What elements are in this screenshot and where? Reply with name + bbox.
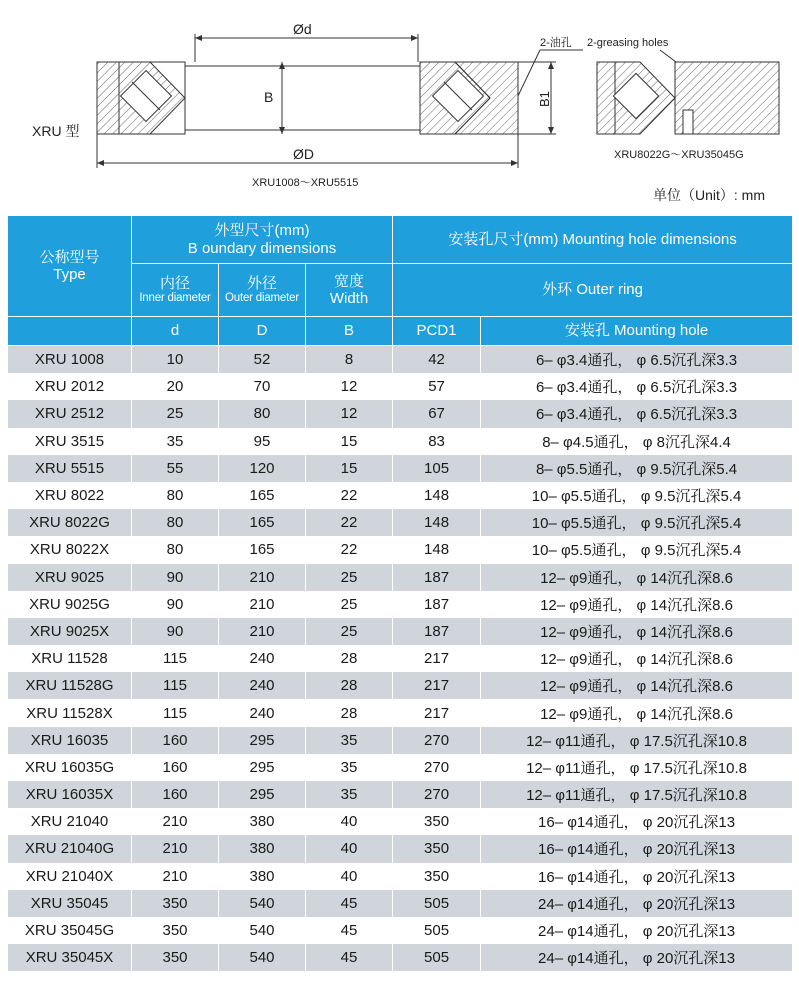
spec-table [7,215,793,971]
cell-d: 70 [219,373,306,400]
cell-type: XRU 5515 [8,455,132,482]
cell-d: 160 [132,727,219,754]
cell-pcd1: 350 [393,863,481,890]
cell-d: 240 [219,672,306,699]
cell-type: XRU 3515 [8,428,132,455]
cell-pcd1: 42 [393,346,481,374]
cell-hole: 12– φ11通孔， φ 17.5沉孔深10.8 [481,727,793,754]
table-row [8,373,793,400]
cell-d: 115 [132,645,219,672]
cell-pcd1: 105 [393,455,481,482]
cell-b: 35 [306,781,393,808]
cell-d: 165 [219,509,306,536]
table-row [8,564,793,591]
cell-d: 295 [219,727,306,754]
cell-b: 25 [306,564,393,591]
cell-d: 295 [219,754,306,781]
cell-b: 35 [306,754,393,781]
table-row [8,509,793,536]
table-row [8,536,793,563]
cell-pcd1: 57 [393,373,481,400]
cell-type: XRU 8022 [8,482,132,509]
cell-type: XRU 21040X [8,863,132,890]
cell-hole: 10– φ5.5通孔， φ 9.5沉孔深5.4 [481,482,793,509]
cell-d: 380 [219,863,306,890]
cell-hole: 6– φ3.4通孔， φ 6.5沉孔深3.3 [481,373,793,400]
cell-pcd1: 217 [393,645,481,672]
cell-type: XRU 8022X [8,536,132,563]
cell-pcd1: 270 [393,727,481,754]
inner-en: Inner diameter [139,292,211,305]
cell-d: 160 [132,754,219,781]
label-bore-d: Ød [293,21,312,37]
width-header [306,264,393,317]
cell-b: 45 [306,890,393,917]
cell-type: XRU 16035G [8,754,132,781]
cell-hole: 6– φ3.4通孔， φ 6.5沉孔深3.3 [481,400,793,427]
boundary-header-cn: 外型尺寸(mm) [214,222,310,240]
unit-label: 单位（Unit）: mm [653,187,765,203]
cell-d: 80 [132,482,219,509]
cell-b: 15 [306,428,393,455]
outer-diameter-header [219,264,306,317]
cell-b: 28 [306,672,393,699]
cell-type: XRU 35045X [8,944,132,971]
cell-pcd1: 187 [393,591,481,618]
table-row [8,808,793,835]
cell-d: 20 [132,373,219,400]
table-row [8,863,793,890]
cell-d: 55 [132,455,219,482]
type-header [8,216,132,317]
cell-b: 28 [306,699,393,726]
cell-d: 52 [219,346,306,374]
cell-d: 35 [132,428,219,455]
cell-b: 40 [306,835,393,862]
cell-hole: 8– φ4.5通孔， φ 8沉孔深4.4 [481,428,793,455]
cell-pcd1: 505 [393,944,481,971]
cell-hole: 16– φ14通孔， φ 20沉孔深13 [481,863,793,890]
table-row [8,482,793,509]
cell-pcd1: 148 [393,482,481,509]
cell-b: 40 [306,808,393,835]
cell-d: 160 [132,781,219,808]
cell-pcd1: 187 [393,618,481,645]
table-row [8,645,793,672]
cell-b: 12 [306,400,393,427]
inner-diameter-header [132,264,219,317]
cell-b: 22 [306,509,393,536]
width-cn: 宽度 [334,272,365,290]
cell-type: XRU 1008 [8,346,132,374]
cell-d: 540 [219,890,306,917]
cell-pcd1: 270 [393,781,481,808]
cell-pcd1: 505 [393,917,481,944]
cell-hole: 16– φ14通孔， φ 20沉孔深13 [481,808,793,835]
cell-hole: 12– φ9通孔， φ 14沉孔深8.6 [481,672,793,699]
table-row [8,754,793,781]
type-header-en: Type [53,266,86,283]
cell-d: 120 [219,455,306,482]
table-row [8,428,793,455]
cell-d: 95 [219,428,306,455]
table-row [8,455,793,482]
cell-d: 210 [132,863,219,890]
cell-d: 240 [219,645,306,672]
cell-d: 210 [132,835,219,862]
table-row [8,699,793,726]
inner-cn: 内径 [159,274,190,292]
cell-d: 210 [219,618,306,645]
cell-b: 28 [306,645,393,672]
symbol-D: D [219,317,306,346]
cell-type: XRU 16035 [8,727,132,754]
cell-pcd1: 217 [393,672,481,699]
mounting-hole-header: 安装孔 Mounting hole [481,317,793,346]
cell-pcd1: 505 [393,890,481,917]
range-main: XRU1008～XRU5515 [252,177,359,189]
cell-b: 22 [306,482,393,509]
cell-d: 115 [132,699,219,726]
cell-b: 35 [306,727,393,754]
cell-d: 80 [219,400,306,427]
cell-d: 240 [219,699,306,726]
oil-hole-note: 2-油孔 [540,37,572,49]
width-en: Width [329,290,369,307]
cell-type: XRU 9025X [8,618,132,645]
symbol-d: d [132,317,219,346]
cell-b: 8 [306,346,393,374]
cell-pcd1: 148 [393,536,481,563]
cell-pcd1: 270 [393,754,481,781]
cell-hole: 24– φ14通孔， φ 20沉孔深13 [481,917,793,944]
range-side: XRU8022G～XRU35045G [614,149,744,161]
cell-type: XRU 21040 [8,808,132,835]
cell-d: 210 [219,564,306,591]
cell-type: XRU 8022G [8,509,132,536]
cell-b: 15 [306,455,393,482]
cell-d: 165 [219,536,306,563]
cell-d: 350 [132,890,219,917]
cell-b: 12 [306,373,393,400]
table-row [8,781,793,808]
label-width-B: B [264,89,274,105]
cell-hole: 12– φ9通孔， φ 14沉孔深8.6 [481,618,793,645]
cell-hole: 12– φ11通孔， φ 17.5沉孔深10.8 [481,781,793,808]
cell-hole: 12– φ9通孔， φ 14沉孔深8.6 [481,699,793,726]
cell-pcd1: 67 [393,400,481,427]
table-row [8,400,793,427]
cell-type: XRU 35045 [8,890,132,917]
type-symbol-cell [8,317,132,346]
boundary-header-en: B oundary dimensions [187,239,337,257]
cell-pcd1: 350 [393,808,481,835]
cell-d: 295 [219,781,306,808]
cell-hole: 24– φ14通孔， φ 20沉孔深13 [481,944,793,971]
label-outer-D: ØD [293,146,314,162]
cell-hole: 12– φ9通孔， φ 14沉孔深8.6 [481,645,793,672]
cell-b: 25 [306,618,393,645]
table-row [8,835,793,862]
outer-ring-header: 外环 Outer ring [393,264,793,317]
label-model: XRU 型 [32,123,80,139]
cell-hole: 24– φ14通孔， φ 20沉孔深13 [481,890,793,917]
cell-hole: 8– φ5.5通孔， φ 9.5沉孔深5.4 [481,455,793,482]
cell-d: 210 [219,591,306,618]
cell-hole: 16– φ14通孔， φ 20沉孔深13 [481,835,793,862]
mounting-header: 安装孔尺寸(mm) Mounting hole dimensions [393,216,793,264]
cell-d: 380 [219,835,306,862]
cell-pcd1: 217 [393,699,481,726]
type-header-cn: 公称型号 [39,248,100,266]
outer-en: Outer diameter [225,292,299,305]
cell-d: 90 [132,591,219,618]
table-row [8,944,793,971]
cell-d: 380 [219,808,306,835]
table-row [8,672,793,699]
cell-d: 90 [132,618,219,645]
table-row [8,890,793,917]
cell-type: XRU 11528 [8,645,132,672]
symbol-B: B [306,317,393,346]
cell-d: 80 [132,536,219,563]
cell-pcd1: 350 [393,835,481,862]
cell-type: XRU 11528G [8,672,132,699]
cell-d: 115 [132,672,219,699]
greasing-note: 2-greasing holes [587,37,669,49]
cell-d: 25 [132,400,219,427]
cell-pcd1: 148 [393,509,481,536]
cell-type: XRU 9025 [8,564,132,591]
cell-hole: 12– φ9通孔， φ 14沉孔深8.6 [481,564,793,591]
cell-type: XRU 11528X [8,699,132,726]
cell-d: 540 [219,917,306,944]
cell-d: 90 [132,564,219,591]
cell-type: XRU 16035X [8,781,132,808]
cell-d: 10 [132,346,219,374]
cell-d: 350 [132,917,219,944]
cell-d: 165 [219,482,306,509]
outer-cn: 外径 [246,274,277,292]
cell-type: XRU 2012 [8,373,132,400]
cell-d: 350 [132,944,219,971]
table-row [8,917,793,944]
cell-type: XRU 9025G [8,591,132,618]
cell-b: 22 [306,536,393,563]
boundary-header [132,216,393,264]
cell-b: 40 [306,863,393,890]
cell-d: 540 [219,944,306,971]
pcd1-header: PCD1 [393,317,481,346]
cell-pcd1: 83 [393,428,481,455]
bearing-drawing [0,0,799,214]
cell-hole: 10– φ5.5通孔， φ 9.5沉孔深5.4 [481,536,793,563]
cell-hole: 10– φ5.5通孔， φ 9.5沉孔深5.4 [481,509,793,536]
cell-type: XRU 2512 [8,400,132,427]
table-row [8,727,793,754]
cell-hole: 12– φ11通孔， φ 17.5沉孔深10.8 [481,754,793,781]
cell-hole: 12– φ9通孔， φ 14沉孔深8.6 [481,591,793,618]
table-row [8,618,793,645]
cell-hole: 6– φ3.4通孔， φ 6.5沉孔深3.3 [481,346,793,374]
cell-type: XRU 21040G [8,835,132,862]
cell-b: 25 [306,591,393,618]
cell-b: 45 [306,917,393,944]
cell-d: 210 [132,808,219,835]
cell-type: XRU 35045G [8,917,132,944]
cell-pcd1: 187 [393,564,481,591]
table-row [8,346,793,374]
cell-b: 45 [306,944,393,971]
label-width-B1: B1 [537,91,552,107]
table-row [8,591,793,618]
cell-d: 80 [132,509,219,536]
